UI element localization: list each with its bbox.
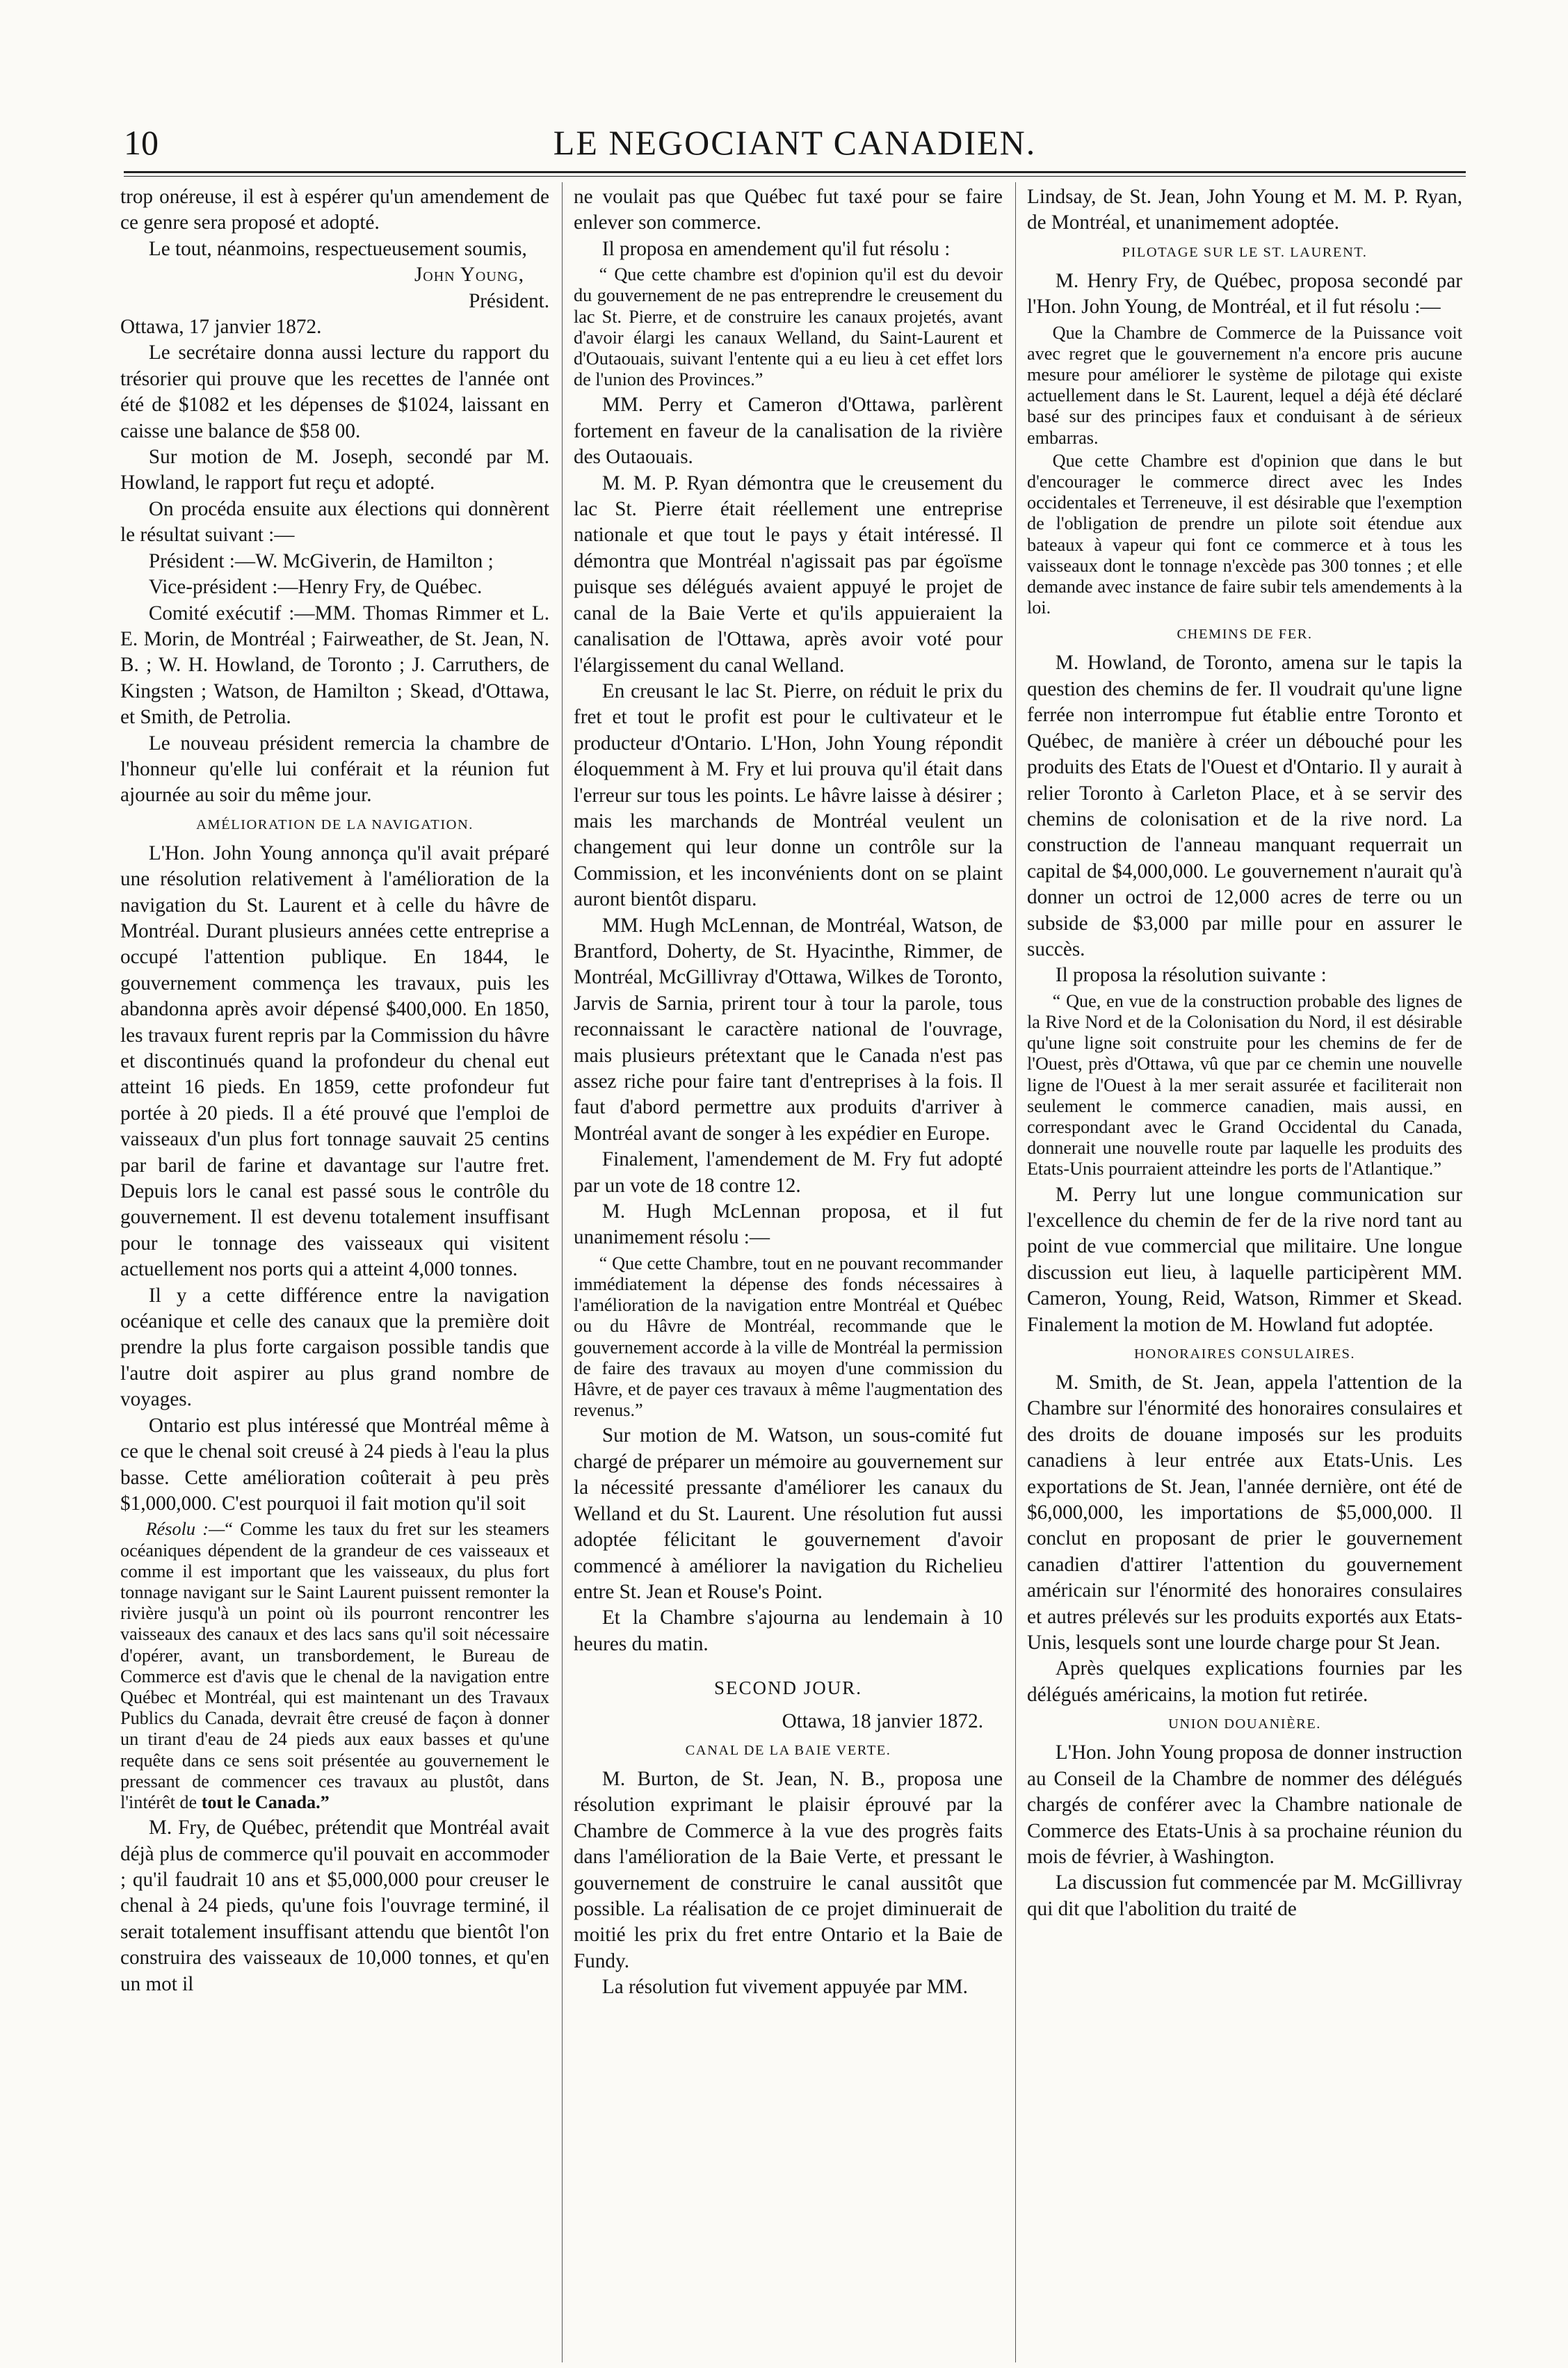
resolution-quote: “ Que, en vue de la construction probable des lignes de la Rive Nord et de la Colonisation du Nord, il est désirable qu'une ligne soit construite pour les chemins de fer de l'Ouest, près d'Ottawa, vû que par ce chemin une nouvelle ligne de l'Ouest à la mer serait assurée et faciliterait non seulement le commerce canadien, mais aussi, en correspondant avec le Grand Occidental du Canada, donnerait une nouvelle route par laquelle les produits des Etats-Unis pourraient atteindre les ports de l'Atlantique.”: [1027, 990, 1462, 1179]
paragraph: M. Henry Fry, de Québec, proposa secondé par l'Hon. John Young, de Montréal, et il fut résolu :—: [1027, 269, 1462, 319]
paragraph: M. Howland, de Toronto, amena sur le tapis la question des chemins de fer. Il voudrait qu'une ligne ferrée non interrompue fut établie entre Toronto et Québec, de manière à créer un débouché pour les produits des Etats de l'Ouest et d'Ontario. Il y aurait à relier Toronto à Carleton Place, et à se servir des chemins de colonisation et de la rive nord. La construction de l'anneau manquant requerrait un capital de $4,000,000. Le gouvernement n'aurait qu'à donner un octroi de 12,000 acres de terre ou un subside de $3,000 par mille pour en assurer le succès.: [1027, 652, 1462, 960]
paragraph: Lindsay, de St. Jean, John Young et M. M. P. Ryan, de Montréal, et unanimement adoptée.: [1027, 186, 1462, 234]
day-heading: SECOND JOUR.: [713, 1677, 863, 1699]
paragraph: Il proposa en amendement qu'il fut résolu :: [601, 237, 951, 260]
column-divider: [1015, 182, 1016, 2362]
section-heading: UNION DOUANIÈRE.: [1168, 1716, 1321, 1732]
paragraph: En creusant le lac St. Pierre, on réduit le prix du fret et tout le profit est pour le cultivateur et le producteur d'Ontario. L'Hon, John Young répondit éloquemment à M. Fry et lui prouva qu'il était dans l'erreur sur tous les points. Le hâvre laisse à désirer ; mais les marchands de Montréal veulent un changement qui leur donne un contrôle sur la Commission, et les inconvénients dont on se plaint auront bientôt disparu.: [574, 679, 1003, 911]
signature-title: Président.: [469, 289, 549, 312]
paragraph: On procéda ensuite aux élections qui donnèrent le résultat suivant :—: [120, 497, 549, 547]
paragraph: Le nouveau président remercia la chambre de l'honneur qu'elle lui conférait et la réunion fut ajournée au soir du même jour.: [120, 732, 549, 807]
section-heading: CHEMINS DE FER.: [1177, 627, 1313, 643]
paragraph: M. Burton, de St. Jean, N. B., proposa une résolution exprimant le plaisir éprouvé par la Chambre de Commerce à la vue des progrès faits dans l'amélioration de la Baie Verte, et pressant le gouvernement de construire le canal aussitôt que possible. La réalisation de ce projet diminuerait de moitié les prix du fret entre Ontario et la Baie de Fundy.: [574, 1767, 1003, 1972]
page-number: 10: [124, 123, 159, 162]
paragraph: Le tout, néanmoins, respectueusement soumis,: [148, 237, 527, 260]
masthead-title: LE NEGOCIANT CANADIEN.: [553, 123, 1037, 162]
paragraph: Comité exécutif :—MM. Thomas Rimmer et L. E. Morin, de Montréal ; Fairweather, de St. Jean, N. B. ; W. H. Howland, de Toronto ; J. Carruthers, de Kingsten ; Watson, de Hamilton ; Skead, d'Ottawa, et Smith, de Petrolia.: [120, 602, 549, 729]
column-2: [574, 184, 1003, 2361]
paragraph: La discussion fut commencée par M. McGillivray qui dit que l'abolition du traité de: [1027, 1871, 1462, 1920]
header-rule: [124, 171, 1466, 173]
resolution-quote: “ Que cette Chambre, tout en ne pouvant recommander immédiatement la dépense des fonds nécessaires à l'amélioration de la navigation entre Montréal et Québec ou du Hâvre de Montréal, recommande que le gouvernement accorde à la ville de Montréal la permission de faire des travaux au moyen d'une commission du Hâvre, et de payer ces travaux à même l'augmentation des revenus.”: [574, 1253, 1003, 1421]
paragraph: M. Perry lut une longue communication sur l'excellence du chemin de fer de la rive nord tant au point de vue commercial que militaire. Une longue discussion eut lieu, à laquelle participèrent MM. Cameron, Young, Reid, Watson, Rimmer et Skead. Finalement la motion de M. Howland fut adoptée.: [1027, 1183, 1462, 1336]
paragraph: Après quelques explications fournies par les délégués américains, la motion fut retirée.: [1027, 1657, 1462, 1706]
resolu-label: Résolu :—: [145, 1519, 225, 1540]
paragraph: Ontario est plus intéressé que Montréal même à ce que le chenal soit creusé à 24 pieds à l'eau la plus basse. Cette amélioration coûterait à peu près $1,000,000. C'est pourquoi il fait motion qu'il soit: [120, 1414, 549, 1515]
paragraph: trop onéreuse, il est à espérer qu'un amendement de ce genre sera proposé et adopté.: [120, 186, 549, 234]
resolution-quote: Que la Chambre de Commerce de la Puissance voit avec regret que le gouvernement n'a encore pris aucune mesure pour améliorer le système de pilotage qui existe actuellement dans le St. Laurent, lequel a déjà été déclaré basé sur des principes faux et conduisant à de sérieux embarras.: [1027, 322, 1462, 448]
paragraph: M. Fry, de Québec, prétendit que Montréal avait déjà plus de commerce qu'il pouvait en accommoder ; qu'il faudrait 10 ans et $5,000,000 pour creuser le chenal à 24 pieds, qu'une fois l'ouvrage terminé, il serait totalement insuffisant attendu que bientôt l'on construira des vaisseaux de 10,000 tonnes, et qu'en un mot il: [120, 1817, 549, 1995]
section-heading: PILOTAGE SUR LE ST. LAURENT.: [1122, 244, 1368, 260]
paragraph: L'Hon. John Young annonça qu'il avait préparé une résolution relativement à l'amélioration de la navigation du St. Laurent et à celle du hâvre de Montréal. Durant plusieurs années cette entreprise a occupé l'attention publique. En 1844, le gouvernement commença les travaux, puis les abandonna après avoir dépensé $400,000. En 1850, les travaux furent repris par la Commission du hâvre et discontinués quand la profondeur du chenal eut atteint 16 pieds. En 1859, cette profondeur fut portée à 20 pieds. Il a été prouvé que l'emploi de vaisseaux d'un plus fort tonnage sauvait 25 centins par baril de farine et davantage sur l'autre fret. Depuis lors le canal est passé sous le contrôle du gouvernement. Il est devenu totalement insuffisant pour le tonnage des vaisseaux qui visitent actuellement nos ports qui a atteint 4,000 tonnes.: [120, 841, 549, 1281]
dateline: Ottawa, 17 janvier 1872.: [120, 316, 322, 339]
signature-name: John Young,: [414, 264, 524, 287]
paragraph: M. Hugh McLennan proposa, et il fut unanimement résolu :—: [574, 1200, 1003, 1249]
paragraph: Vice-président :—Henry Fry, de Québec.: [148, 576, 483, 599]
resolution-quote: Résolu :—“ Comme les taux du fret sur les steamers océaniques dépendent de la grandeur de ces vaisseaux et comme il est important que les vaisseaux, du plus fort tonnage navigant sur le Saint Laurent puissent remonter la rivière jusqu'à un point où ils pourront rencontrer les vaisseaux des canaux et des lacs sans qu'il soit nécessaire d'opérer, avant, un transbordement, le Bureau de Commerce est d'avis que le chenal de la navigation entre Québec et Montréal, qui est maintenant un des Travaux Publics du Canada, devrait être creusé de façon à donner un tirant d'eau de 24 pieds aux eaux basses et qu'une requête dans ce sens soit présentée au gouvernement le pressant de commencer ces travaux au plustôt, dans l'intérêt de tout le Canada.”: [120, 1519, 549, 1812]
paragraph: Finalement, l'amendement de M. Fry fut adopté par un vote de 18 contre 12.: [574, 1148, 1003, 1197]
section-heading: HONORAIRES CONSULAIRES.: [1133, 1346, 1356, 1362]
paragraph: L'Hon. John Young proposa de donner instruction au Conseil de la Chambre de nommer des délégués chargés de conférer avec la Chambre nationale de Commerce des Etats-Unis à sa prochaine réunion du mois de février, à Washington.: [1027, 1741, 1462, 1868]
section-heading: CANAL DE LA BAIE VERTE.: [685, 1742, 891, 1758]
column-1: [120, 184, 549, 2361]
paragraph: MM. Hugh McLennan, de Montréal, Watson, de Brantford, Doherty, de St. Hyacinthe, Rimmer, de Montréal, McGillivray d'Ottawa, Wilkes de Toronto, Jarvis de Sarnia, prirent tour à tour la parole, tous reconnaissant le caractère national de l'ouvrage, mais plusieurs prétextant que le Canada n'est pas assez riche pour faire tant d'entreprises à la fois. Il faut d'abord permettre aux produits d'arriver à Montréal avant de songer à les expédier en Europe.: [574, 914, 1003, 1145]
paragraph: MM. Perry et Cameron d'Ottawa, parlèrent fortement en faveur de la canalisation de la rivière des Outaouais.: [574, 394, 1003, 469]
paragraph: M. M. P. Ryan démontra que le creusement du lac St. Pierre était réellement une entreprise nationale et que tout le pays y était intéressé. Il démontra que Montréal n'agissait pas par égoïsme puisque ses délégués avaient appuyé le projet de canal de la Baie Verte et qu'ils appuieraient la canalisation de l'Ottawa, après avoir voté pour l'élargissement du canal Welland.: [574, 472, 1003, 677]
paragraph: Il proposa la résolution suivante :: [1055, 964, 1327, 987]
resolution-quote: Que cette Chambre est d'opinion que dans le but d'encourager le commerce direct avec les Indes occidentales et Terreneuve, il est désirable que l'exemption de l'obligation de prendre un pilote soit étendue aux bateaux à vapeur qui font ce commerce et à tous les vaisseaux dont le tonnage n'excède pas 300 tonnes ; et elle demande avec instance de faire subir tels amendements à la loi.: [1027, 450, 1462, 618]
section-heading: AMÉLIORATION DE LA NAVIGATION.: [196, 816, 474, 832]
page-header: [124, 117, 1466, 172]
column-3: [1027, 184, 1462, 2361]
column-divider: [562, 182, 563, 2362]
paragraph: ne voulait pas que Québec fut taxé pour se faire enlever son commerce.: [574, 186, 1003, 234]
paragraph: Sur motion de M. Watson, un sous-comité fut chargé de préparer un mémoire au gouvernement sur la nécessité pressante d'améliorer les canaux du Welland et du St. Laurent. Une résolution fut aussi adoptée félicitant le gouvernement d'avoir commencé à améliorer la navigation du Richelieu entre St. Jean et Rouse's Point.: [574, 1424, 1003, 1603]
paragraph: Et la Chambre s'ajourna au lendemain à 10 heures du matin.: [574, 1606, 1003, 1655]
paragraph: Il y a cette différence entre la navigation océanique et celle des canaux que la première doit prendre la plus forte cargaison possible tandis que l'autre doit aspirer au plus grand nombre de voyages.: [120, 1284, 549, 1411]
resolution-quote: “ Que cette chambre est d'opinion qu'il est du devoir du gouvernement de ne pas entreprendre le creusement du lac St. Pierre, et de construire les canaux projetés, avant d'avoir élargi les canaux Welland, du Saint-Laurent et d'Outaouais, suivant l'entente qui a eu lieu à cet effet lors de l'union des Provinces.”: [574, 264, 1003, 390]
paragraph: Président :—W. McGiverin, de Hamilton ;: [148, 549, 494, 572]
dateline: Ottawa, 18 janvier 1872.: [782, 1709, 983, 1732]
paragraph: La résolution fut vivement appuyée par MM.: [601, 1976, 968, 1999]
paragraph: Sur motion de M. Joseph, secondé par M. Howland, le rapport fut reçu et adopté.: [120, 446, 549, 494]
paragraph: Le secrétaire donna aussi lecture du rapport du trésorier qui prouve que les recettes de l'année ont été de $1082 et les dépenses de $1024, laissant en caisse une balance de $58 00.: [120, 341, 549, 442]
header-rule-thin: [124, 176, 1466, 177]
paragraph: M. Smith, de St. Jean, appela l'attention de la Chambre sur l'énormité des honoraires consulaires et des droits de douane imposés sur les produits canadiens à leur entrée aux Etats-Unis. Les exportations de St. Jean, l'année dernière, ont été de $6,000,000, les importations de $5,000,000. Il conclut en proposant de prier le gouvernement canadien d'attirer l'attention du gouvernement américain sur l'énormité des honoraires consulaires et autres prélevés sur les produits exportés aux Etats-Unis, lesquels sont une lourde charge pour St Jean.: [1027, 1371, 1462, 1654]
